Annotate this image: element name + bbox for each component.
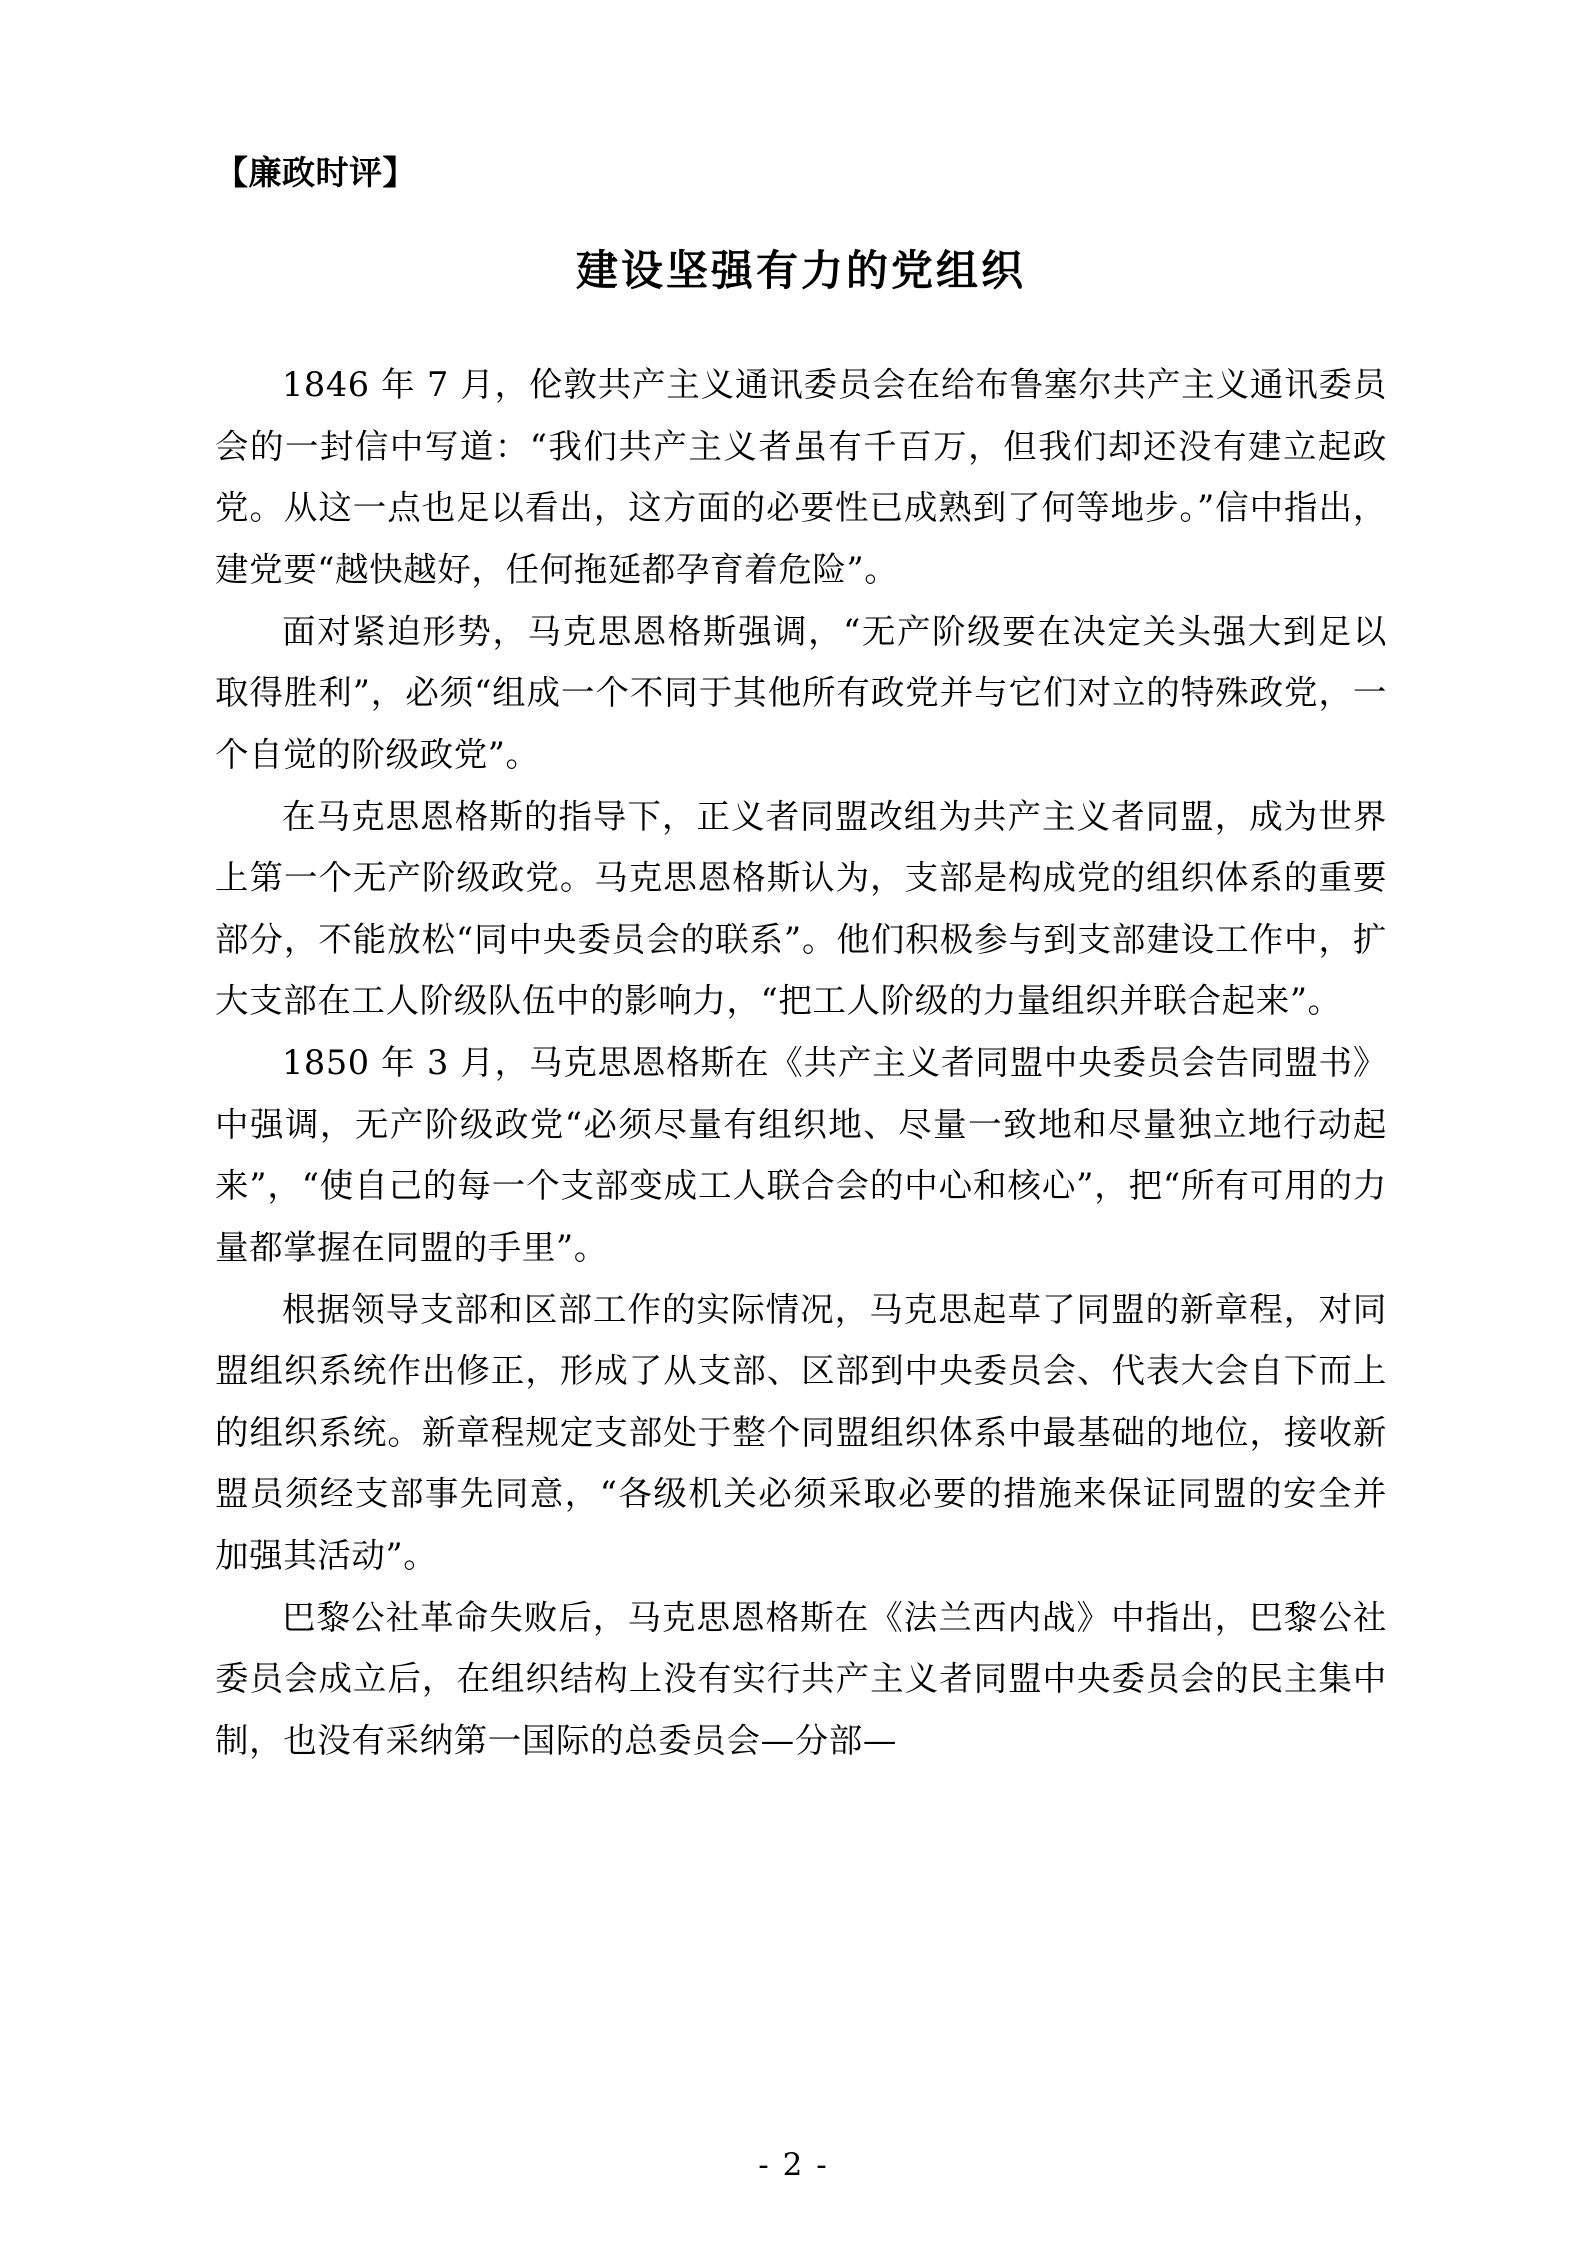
paragraph: 1846 年 7 月，伦敦共产主义通讯委员会在给布鲁塞尔共产主义通讯委员会的一封信中写道：“我们共产主义者虽有千百万，但我们却还没有建立起政党。从这一点也足以看出，这方面的必要性已成熟到了何等地步。”信中指出，建党要“越快越好，任何拖延都孕育着危险”。: [215, 365, 1387, 590]
page-number: - 2 -: [758, 2147, 829, 2183]
paragraph: 巴黎公社革命失败后，马克思恩格斯在《法兰西内战》中指出，巴黎公社委员会成立后，在组织结构上没有实行共产主义者同盟中央委员会的民主集中制，也没有采纳第一国际的总委员会—分部—: [215, 1597, 1387, 1760]
article-body: [215, 354, 1387, 1771]
paragraph: 在马克思恩格斯的指导下，正义者同盟改组为共产主义者同盟，成为世界上第一个无产阶级政党。马克思恩格斯认为，支部是构成党的组织体系的重要部分，不能放松“同中央委员会的联系”。他们积极参与到支部建设工作中，扩大支部在工人阶级队伍中的影响力，“把工人阶级的力量组织并联合起来”。: [215, 796, 1387, 1021]
paragraph: 1850 年 3 月，马克思恩格斯在《共产主义者同盟中央委员会告同盟书》中强调，无产阶级政党“必须尽量有组织地、尽量一致地和尽量独立地行动起来”，“使自己的每一个支部变成工人联合会的中心和核心”，把“所有可用的力量都掌握在同盟的手里”。: [215, 1043, 1387, 1267]
section-kicker: 【廉政时评】: [215, 153, 416, 192]
paragraph: 面对紧迫形势，马克思恩格斯强调，“无产阶级要在决定关头强大到足以取得胜利”，必须“组成一个不同于其他所有政党并与它们对立的特殊政党，一个自觉的阶级政党”。: [215, 611, 1387, 774]
page-title: 建设坚强有力的党组织: [575, 246, 1026, 296]
paragraph: 根据领导支部和区部工作的实际情况，马克思起草了同盟的新章程，对同盟组织系统作出修正，形成了从支部、区部到中央委员会、代表大会自下而上的组织系统。新章程规定支部处于整个同盟组织体系中最基础的地位，接收新盟员须经支部事先同意，“各级机关必须采取必要的措施来保证同盟的安全并加强其活动”。: [215, 1289, 1387, 1576]
